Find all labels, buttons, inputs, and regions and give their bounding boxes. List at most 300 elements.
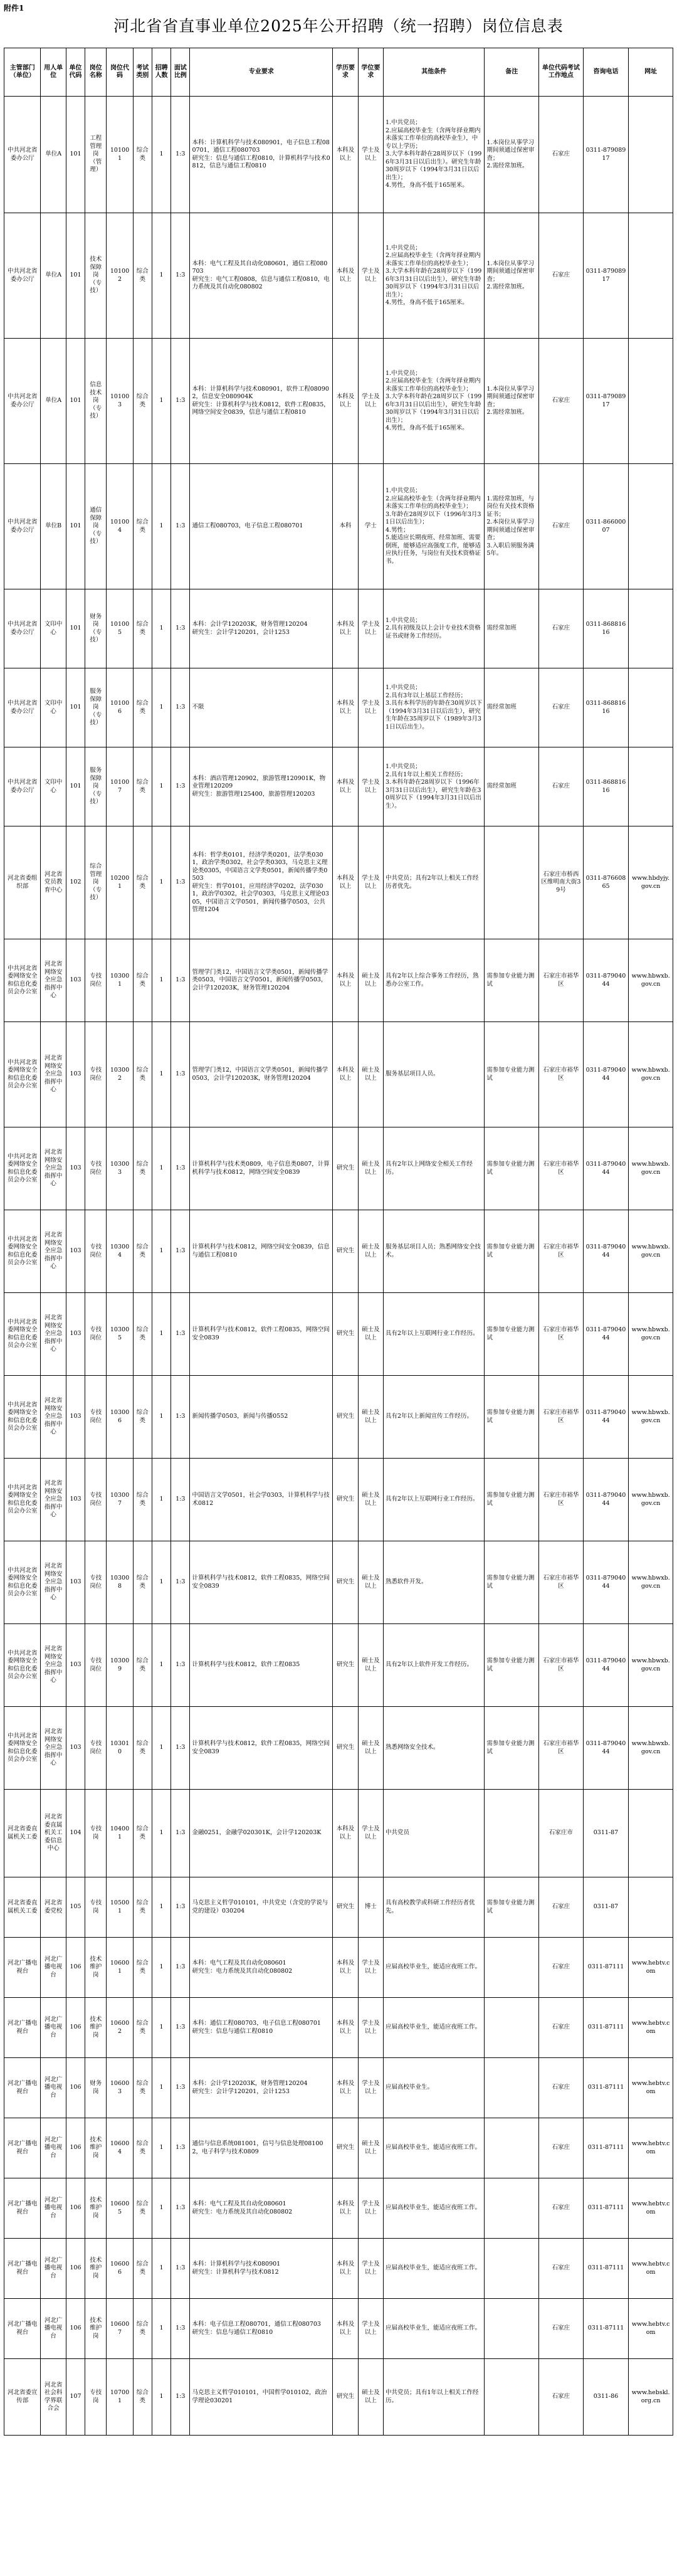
dept-cell: 中共河北省委办公厅 [4, 97, 41, 213]
unit-cell: 河北省网络安全应急指挥中心 [41, 1210, 66, 1293]
post-code-cell: 101006 [107, 668, 133, 747]
exam-type-cell: 综合类 [133, 2058, 152, 2118]
degree-cell: 学士及以上 [358, 213, 383, 339]
count-cell: 1 [152, 1376, 171, 1459]
dept-cell: 河北省委直属机关工委 [4, 1790, 41, 1877]
other-cell: 1.中共党员； 2.具有1年以上相关工作经历； 3.本科年龄在28周岁以下（1996年3月31日以后出生），研究生年龄在30周岁以下（1994年3月31日以后出生）。 [384, 747, 485, 826]
unit-code-cell: 101 [66, 589, 85, 668]
website-cell[interactable]: www.hbwxb.gov.cn [629, 939, 673, 1022]
post-code-cell: 101001 [107, 97, 133, 213]
unit-cell: 文印中心 [41, 747, 66, 826]
degree-cell: 学士 [358, 464, 383, 589]
phone-cell: 0311-86881616 [583, 668, 629, 747]
degree-cell: 学士及以上 [358, 97, 383, 213]
post-cell: 专技岗位 [85, 939, 107, 1022]
post-code-cell: 106005 [107, 2178, 133, 2239]
website-cell[interactable] [629, 747, 673, 826]
ratio-cell: 1:3 [171, 1938, 190, 1998]
post-cell: 专技岗位 [85, 1022, 107, 1127]
place-cell: 石家庄 [539, 2359, 584, 2436]
unit-code-cell: 105 [66, 1877, 85, 1938]
other-cell: 1.中共党员； 2.应届高校毕业生（含两年择业期内未落实工作单位的高校毕业生）； 3.年龄在28周岁以下（1996年3月31日以后出生）； 4.男性； 5.能适应长期夜班、经常加班、需要倒班，能够适应高强度工作，能够适应执行任务，与岗位有关技术资格证书。 [384, 464, 485, 589]
unit-cell: 河北省党员教育中心 [41, 826, 66, 939]
ratio-cell: 1:3 [171, 2178, 190, 2239]
other-cell: 中共党员；具有1年以上相关工作经历。 [384, 2359, 485, 2436]
ratio-cell: 1:3 [171, 1998, 190, 2058]
exam-type-cell: 综合类 [133, 1938, 152, 1998]
other-cell: 1.中共党员； 2.具有3年以上基层工作经历； 3.具有本科学历的年龄在30周岁以下（1994年3月31日以后出生），研究生年龄在35周岁以下（1989年3月31日以后出生）。 [384, 668, 485, 747]
exam-type-cell: 综合类 [133, 1624, 152, 1707]
website-cell[interactable] [629, 1790, 673, 1877]
ratio-cell: 1:3 [171, 1210, 190, 1293]
degree-cell: 硕士及以上 [358, 1376, 383, 1459]
ratio-cell: 1:3 [171, 464, 190, 589]
dept-cell: 中共河北省委办公厅 [4, 464, 41, 589]
exam-type-cell: 综合类 [133, 1998, 152, 2058]
post-code-cell: 106003 [107, 2058, 133, 2118]
education-cell: 本科及以上 [333, 1938, 358, 1998]
phone-cell: 0311-87111 [583, 2058, 629, 2118]
ratio-cell: 1:3 [171, 1376, 190, 1459]
major-cell: 本科：酒店管理120902，旅游管理120901K，物业管理120209 研究生：旅游管理125400，旅游管理120203 [190, 747, 333, 826]
major-cell: 新闻传播学0503，新闻与传播0552 [190, 1376, 333, 1459]
unit-code-cell: 103 [66, 1376, 85, 1459]
place-cell: 石家庄市 [539, 1790, 584, 1877]
place-cell: 石家庄市裕华区 [539, 1293, 584, 1376]
count-cell: 1 [152, 1624, 171, 1707]
exam-type-cell: 综合类 [133, 1459, 152, 1541]
post-cell: 技术保障岗（专技） [85, 213, 107, 339]
major-cell: 通信与信息系统081001，信号与信息处理081002，电子科学与技术0809 [190, 2118, 333, 2178]
unit-cell: 河北省网络安全应急指挥中心 [41, 939, 66, 1022]
other-cell: 具有高校教学或科研工作经历者优先。 [384, 1877, 485, 1938]
major-cell: 不限 [190, 668, 333, 747]
table-row [4, 589, 673, 668]
unit-cell: 河北省网络安全应急指挥中心 [41, 1293, 66, 1376]
ratio-cell: 1:3 [171, 1293, 190, 1376]
major-cell: 本科：通信工程080703，电子信息工程080701 研究生：信息与通信工程0810 [190, 1998, 333, 2058]
note-cell: 需参加专业能力测试 [485, 1541, 539, 1624]
positions-table [4, 48, 673, 2436]
major-cell: 本科：计算机科学与技术080901，软件工程080902，信息安全080904K 研究生：计算机科学与技术0812，软件工程0835，网络空间安全0839，信息与通信工程0810 [190, 339, 333, 464]
note-cell [485, 2239, 539, 2299]
table-row [4, 97, 673, 213]
count-cell: 1 [152, 826, 171, 939]
post-code-cell: 104001 [107, 1790, 133, 1877]
degree-cell: 硕士及以上 [358, 939, 383, 1022]
dept-cell: 中共河北省委网络安全和信息化委员会办公室 [4, 1022, 41, 1127]
post-code-cell: 103007 [107, 1459, 133, 1541]
website-cell[interactable] [629, 213, 673, 339]
unit-cell: 河北广播电视台 [41, 2058, 66, 2118]
dept-cell: 中共河北省委办公厅 [4, 339, 41, 464]
phone-cell: 0311-86 [583, 2359, 629, 2436]
website-cell[interactable]: www.hebtv.com [629, 2118, 673, 2178]
major-cell: 本科：电子信息工程080701，通信工程080703 研究生：信息与通信工程0810 [190, 2299, 333, 2359]
place-cell: 石家庄 [539, 2239, 584, 2299]
count-cell: 1 [152, 747, 171, 826]
count-cell: 1 [152, 213, 171, 339]
count-cell: 1 [152, 1938, 171, 1998]
other-cell: 1.中共党员； 2.应届高校毕业生（含两年择业期内未落实工作单位的高校毕业生）； 3.大学本科年龄在28周岁以下（1996年3月31日以后出生），研究生年龄30周岁以下（1994年3月31日以后出生）； 4.男性，身高不低于165厘米。 [384, 339, 485, 464]
website-cell[interactable]: www.hbwxb.gov.cn [629, 1127, 673, 1210]
unit-code-cell: 103 [66, 1707, 85, 1790]
website-cell[interactable] [629, 1877, 673, 1938]
note-cell [485, 2178, 539, 2239]
place-cell: 石家庄 [539, 97, 584, 213]
note-cell [485, 2058, 539, 2118]
post-cell: 技术维护岗 [85, 2178, 107, 2239]
ratio-cell: 1:3 [171, 2239, 190, 2299]
count-cell: 1 [152, 464, 171, 589]
phone-cell: 0311-87111 [583, 2118, 629, 2178]
post-code-cell: 103009 [107, 1624, 133, 1707]
post-cell: 专技岗位 [85, 1293, 107, 1376]
other-cell: 具有2年以上软件开发工作经历。 [384, 1624, 485, 1707]
website-cell[interactable] [629, 339, 673, 464]
other-cell: 1.中共党员； 2.应届高校毕业生（含两年择业期内未落实工作单位的高校毕业生），中专以上学历； 3.大学本科年龄在28周岁以下（1996年3月31日以后出生）。研究生年龄30周岁以下（1994年3月31日以后出生）； 4.男性，身高不低于165厘米。 [384, 97, 485, 213]
exam-type-cell: 综合类 [133, 1707, 152, 1790]
major-cell: 本科：电气工程及其自动化080601，通信工程080703 研究生：电气工程0808，信息与通信工程0810，电力系统及其自动化080802 [190, 213, 333, 339]
post-code-cell: 101007 [107, 747, 133, 826]
post-cell: 服务保障岗（专技） [85, 747, 107, 826]
post-cell: 专技岗位 [85, 1127, 107, 1210]
unit-cell: 河北广播电视台 [41, 1998, 66, 2058]
table-row [4, 1459, 673, 1541]
exam-type-cell: 综合类 [133, 464, 152, 589]
table-header [4, 48, 673, 97]
table-row [4, 1541, 673, 1624]
count-cell: 1 [152, 1459, 171, 1541]
degree-cell: 硕士及以上 [358, 2359, 383, 2436]
ratio-cell: 1:3 [171, 747, 190, 826]
note-cell: 需参加专业能力测试 [485, 1293, 539, 1376]
ratio-cell: 1:3 [171, 1707, 190, 1790]
other-cell: 熟悉软件开发。 [384, 1541, 485, 1624]
post-code-cell: 106002 [107, 1998, 133, 2058]
unit-cell: 河北省网络安全应急指挥中心 [41, 1624, 66, 1707]
count-cell: 1 [152, 2058, 171, 2118]
col-header-dept: 主管部门（单位） [4, 48, 41, 97]
website-cell[interactable]: www.hebtv.com [629, 1998, 673, 2058]
post-cell: 专技岗位 [85, 1376, 107, 1459]
dept-cell: 河北广播电视台 [4, 2118, 41, 2178]
phone-cell: 0311-87908917 [583, 97, 629, 213]
other-cell: 熟悉网络安全技术。 [384, 1707, 485, 1790]
place-cell: 石家庄市裕华区 [539, 1459, 584, 1541]
website-cell[interactable]: www.hbdyjy.gov.cn [629, 826, 673, 939]
unit-code-cell: 101 [66, 339, 85, 464]
place-cell: 石家庄市裕华区 [539, 1376, 584, 1459]
ratio-cell: 1:3 [171, 589, 190, 668]
post-code-cell: 103010 [107, 1707, 133, 1790]
exam-type-cell: 综合类 [133, 1541, 152, 1624]
phone-cell: 0311-87 [583, 1877, 629, 1938]
unit-cell: 河北省网络安全应急指挥中心 [41, 1541, 66, 1624]
exam-type-cell: 综合类 [133, 589, 152, 668]
phone-cell: 0311-87904044 [583, 1707, 629, 1790]
unit-code-cell: 106 [66, 1998, 85, 2058]
phone-cell: 0311-87111 [583, 2239, 629, 2299]
table-row [4, 2178, 673, 2239]
table-row [4, 1127, 673, 1210]
col-header-degree: 学位要求 [358, 48, 383, 97]
unit-cell: 河北广播电视台 [41, 2178, 66, 2239]
unit-code-cell: 101 [66, 747, 85, 826]
degree-cell: 学士及以上 [358, 2299, 383, 2359]
note-cell: 需参加专业能力测试 [485, 1877, 539, 1938]
count-cell: 1 [152, 668, 171, 747]
table-row [4, 1022, 673, 1127]
education-cell: 本科及以上 [333, 2178, 358, 2239]
phone-cell: 0311-86881616 [583, 589, 629, 668]
degree-cell: 博士 [358, 1877, 383, 1938]
place-cell: 石家庄 [539, 668, 584, 747]
dept-cell: 中共河北省委网络安全和信息化委员会办公室 [4, 1376, 41, 1459]
degree-cell: 硕士及以上 [358, 1624, 383, 1707]
note-cell: 需参加专业能力测试 [485, 1210, 539, 1293]
unit-code-cell: 103 [66, 1210, 85, 1293]
ratio-cell: 1:3 [171, 1877, 190, 1938]
website-cell[interactable]: www.hbwxb.gov.cn [629, 1210, 673, 1293]
degree-cell: 学士及以上 [358, 589, 383, 668]
website-cell[interactable]: www.hbwxb.gov.cn [629, 1376, 673, 1459]
education-cell: 研究生 [333, 1459, 358, 1541]
unit-cell: 河北省网络安全应急指挥中心 [41, 1707, 66, 1790]
post-cell: 工程管理岗（管理） [85, 97, 107, 213]
other-cell: 具有2年以上互联网行业工作经历。 [384, 1293, 485, 1376]
dept-cell: 中共河北省委网络安全和信息化委员会办公室 [4, 1127, 41, 1210]
ratio-cell: 1:3 [171, 339, 190, 464]
post-code-cell: 106004 [107, 2118, 133, 2178]
unit-cell: 单位A [41, 97, 66, 213]
exam-type-cell: 综合类 [133, 2178, 152, 2239]
website-cell[interactable] [629, 464, 673, 589]
phone-cell: 0311-87111 [583, 1938, 629, 1998]
degree-cell: 硕士及以上 [358, 1541, 383, 1624]
dept-cell: 中共河北省委办公厅 [4, 668, 41, 747]
dept-cell: 河北广播电视台 [4, 2239, 41, 2299]
unit-code-cell: 101 [66, 668, 85, 747]
table-row [4, 213, 673, 339]
unit-code-cell: 103 [66, 1541, 85, 1624]
post-code-cell: 107001 [107, 2359, 133, 2436]
exam-type-cell: 综合类 [133, 1790, 152, 1877]
place-cell: 石家庄 [539, 464, 584, 589]
place-cell: 石家庄市裕华区 [539, 1127, 584, 1210]
note-cell [485, 2118, 539, 2178]
place-cell: 石家庄 [539, 339, 584, 464]
post-code-cell: 101004 [107, 464, 133, 589]
place-cell: 石家庄 [539, 1938, 584, 1998]
post-code-cell: 106001 [107, 1938, 133, 1998]
col-header-ratio: 面试比例 [171, 48, 190, 97]
website-cell[interactable]: www.hbwxb.gov.cn [629, 1022, 673, 1127]
dept-cell: 河北广播电视台 [4, 2178, 41, 2239]
place-cell: 石家庄 [539, 2058, 584, 2118]
place-cell: 石家庄市裕华区 [539, 1210, 584, 1293]
website-cell[interactable]: www.hebskl.org.cn [629, 2359, 673, 2436]
post-cell: 技术维护岗 [85, 1998, 107, 2058]
phone-cell: 0311-87111 [583, 2178, 629, 2239]
phone-cell: 0311-86881616 [583, 747, 629, 826]
place-cell: 石家庄 [539, 213, 584, 339]
table-row [4, 1998, 673, 2058]
ratio-cell: 1:3 [171, 97, 190, 213]
col-header-place: 单位代码考试工作地点 [539, 48, 584, 97]
education-cell: 研究生 [333, 1877, 358, 1938]
ratio-cell: 1:3 [171, 2359, 190, 2436]
post-cell: 专技岗位 [85, 1707, 107, 1790]
website-cell[interactable]: www.hbwxb.gov.cn [629, 1459, 673, 1541]
post-cell: 技术维护岗 [85, 1938, 107, 1998]
place-cell: 石家庄市裕华区 [539, 1624, 584, 1707]
other-cell: 应届高校毕业生。 [384, 2058, 485, 2118]
post-code-cell: 102001 [107, 826, 133, 939]
place-cell: 石家庄 [539, 2178, 584, 2239]
post-code-cell: 103008 [107, 1541, 133, 1624]
table-row [4, 2118, 673, 2178]
table-row [4, 2058, 673, 2118]
website-cell[interactable]: www.hbwxb.gov.cn [629, 1541, 673, 1624]
dept-cell: 河北省委宣传部 [4, 2359, 41, 2436]
attachment-label: 附件1 [4, 4, 24, 13]
table-row [4, 1790, 673, 1877]
website-cell[interactable]: www.hbwxb.gov.cn [629, 1293, 673, 1376]
post-cell: 专技岗位 [85, 1210, 107, 1293]
post-code-cell: 103003 [107, 1127, 133, 1210]
education-cell: 本科及以上 [333, 589, 358, 668]
unit-cell: 河北省网络安全应急指挥中心 [41, 1127, 66, 1210]
major-cell: 计算机科学与技术0812，网络空间安全0839，信息与通信工程0810 [190, 1210, 333, 1293]
dept-cell: 中共河北省委网络安全和信息化委员会办公室 [4, 1707, 41, 1790]
major-cell: 管理学门类12，中国语言文学类0501，新闻传播学类0503，中国语言文学0501，新闻传播学0503，会计学120203K，财务管理120204 [190, 939, 333, 1022]
table-body [4, 97, 673, 2436]
place-cell: 石家庄 [539, 2299, 584, 2359]
note-cell [485, 1998, 539, 2058]
phone-cell: 0311-87904044 [583, 1624, 629, 1707]
unit-code-cell: 101 [66, 464, 85, 589]
ratio-cell: 1:3 [171, 1459, 190, 1541]
education-cell: 研究生 [333, 2359, 358, 2436]
degree-cell: 学士及以上 [358, 1998, 383, 2058]
website-cell[interactable]: www.hebtv.com [629, 2058, 673, 2118]
note-cell: 需经常加班 [485, 589, 539, 668]
unit-code-cell: 104 [66, 1790, 85, 1877]
website-cell[interactable]: www.hbwxb.gov.cn [629, 1707, 673, 1790]
dept-cell: 中共河北省委网络安全和信息化委员会办公室 [4, 1541, 41, 1624]
other-cell: 具有2年以上网络安全相关工作经历。 [384, 1127, 485, 1210]
other-cell: 中共党员；具有2年以上相关工作经历者优先。 [384, 826, 485, 939]
table-row [4, 1938, 673, 1998]
unit-cell: 单位B [41, 464, 66, 589]
place-cell: 石家庄 [539, 2118, 584, 2178]
phone-cell: 0311-87904044 [583, 1376, 629, 1459]
table-row [4, 2299, 673, 2359]
website-cell[interactable]: www.hebtv.com [629, 2239, 673, 2299]
degree-cell: 学士及以上 [358, 2058, 383, 2118]
unit-code-cell: 102 [66, 826, 85, 939]
col-header-unit-code: 单位代码 [66, 48, 85, 97]
unit-cell: 河北省网络安全应急指挥中心 [41, 1022, 66, 1127]
place-cell: 石家庄市裕华区 [539, 1022, 584, 1127]
website-cell[interactable]: www.hebtv.com [629, 2299, 673, 2359]
unit-cell: 河北省委直属机关工委信息中心 [41, 1790, 66, 1877]
exam-type-cell: 综合类 [133, 2299, 152, 2359]
dept-cell: 河北广播电视台 [4, 2058, 41, 2118]
post-code-cell: 103002 [107, 1022, 133, 1127]
education-cell: 本科及以上 [333, 213, 358, 339]
other-cell: 1.中共党员； 2.应届高校毕业生（含两年择业期内未落实工作单位的高校毕业生）； 3.大学本科年龄在28周岁以下（1996年3月31日以后出生），研究生年龄30周岁以下（1994年3月31日以后出生）； 4.男性，身高不低于165厘米。 [384, 213, 485, 339]
education-cell: 本科及以上 [333, 939, 358, 1022]
major-cell: 本科：会计学120203K，财务管理120204 研究生：会计学120201，会计1253 [190, 589, 333, 668]
place-cell: 石家庄 [539, 1998, 584, 2058]
dept-cell: 河北广播电视台 [4, 1938, 41, 1998]
count-cell: 1 [152, 1790, 171, 1877]
count-cell: 1 [152, 1877, 171, 1938]
count-cell: 1 [152, 1127, 171, 1210]
unit-code-cell: 103 [66, 1293, 85, 1376]
website-cell[interactable]: www.hebtv.com [629, 2178, 673, 2239]
unit-code-cell: 106 [66, 2239, 85, 2299]
exam-type-cell: 综合类 [133, 1293, 152, 1376]
exam-type-cell: 综合类 [133, 1210, 152, 1293]
phone-cell: 0311-87908917 [583, 339, 629, 464]
education-cell: 研究生 [333, 1624, 358, 1707]
website-cell[interactable] [629, 668, 673, 747]
ratio-cell: 1:3 [171, 826, 190, 939]
unit-code-cell: 103 [66, 1624, 85, 1707]
phone-cell: 0311-87111 [583, 1998, 629, 2058]
education-cell: 本科及以上 [333, 1998, 358, 2058]
website-cell[interactable] [629, 97, 673, 213]
dept-cell: 河北省委直属机关工委 [4, 1877, 41, 1938]
count-cell: 1 [152, 1210, 171, 1293]
major-cell: 计算机科学与技术0812，软件工程0835，网络空间安全0839 [190, 1293, 333, 1376]
ratio-cell: 1:3 [171, 1022, 190, 1127]
phone-cell: 0311-87904044 [583, 1210, 629, 1293]
exam-type-cell: 综合类 [133, 2239, 152, 2299]
note-cell: 需参加专业能力测试 [485, 1459, 539, 1541]
degree-cell: 学士及以上 [358, 1790, 383, 1877]
website-cell[interactable]: www.hebtv.com [629, 1938, 673, 1998]
major-cell: 本科：计算机科学与技术080901，电子信息工程080701，通信工程080703 研究生：信息与通信工程0810，计算机科学与技术0812，信息与通信工程0810 [190, 97, 333, 213]
exam-type-cell: 综合类 [133, 2359, 152, 2436]
table-row [4, 464, 673, 589]
exam-type-cell: 综合类 [133, 668, 152, 747]
unit-cell: 单位A [41, 213, 66, 339]
unit-code-cell: 103 [66, 1022, 85, 1127]
education-cell: 本科及以上 [333, 1022, 358, 1127]
col-header-exam-type: 考试类别 [133, 48, 152, 97]
education-cell: 本科及以上 [333, 747, 358, 826]
table-row [4, 826, 673, 939]
website-cell[interactable]: www.hbwxb.gov.cn [629, 1624, 673, 1707]
other-cell: 1.中共党员； 2.具有初级及以上会计专业技术资格证书或财务工作经历。 [384, 589, 485, 668]
degree-cell: 学士及以上 [358, 1938, 383, 1998]
other-cell: 应届高校毕业生，能适应夜班工作。 [384, 2118, 485, 2178]
post-cell: 专技岗 [85, 1790, 107, 1877]
major-cell: 本科：哲学类0101，经济学类0201，法学类0301，政治学类0302，社会学类0303，马克思主义理论类0305，中国语言文学类0501，新闻传播学类0503 研究生：哲学0101，应用经济学0202，法学0301，政治学0302，社会学0303，马克思主义理论0305，中国语言文学0501，新闻传播学0503，公共管理1204 [190, 826, 333, 939]
exam-type-cell: 综合类 [133, 2118, 152, 2178]
major-cell: 马克思主义哲学010101，中共党史（含党的学说与党的建设）030204 [190, 1877, 333, 1938]
unit-code-cell: 101 [66, 97, 85, 213]
col-header-unit: 用人单位 [41, 48, 66, 97]
post-code-cell: 103005 [107, 1293, 133, 1376]
other-cell: 具有2年以上互联网行业工作经历。 [384, 1459, 485, 1541]
phone-cell: 0311-87904044 [583, 1459, 629, 1541]
website-cell[interactable] [629, 589, 673, 668]
